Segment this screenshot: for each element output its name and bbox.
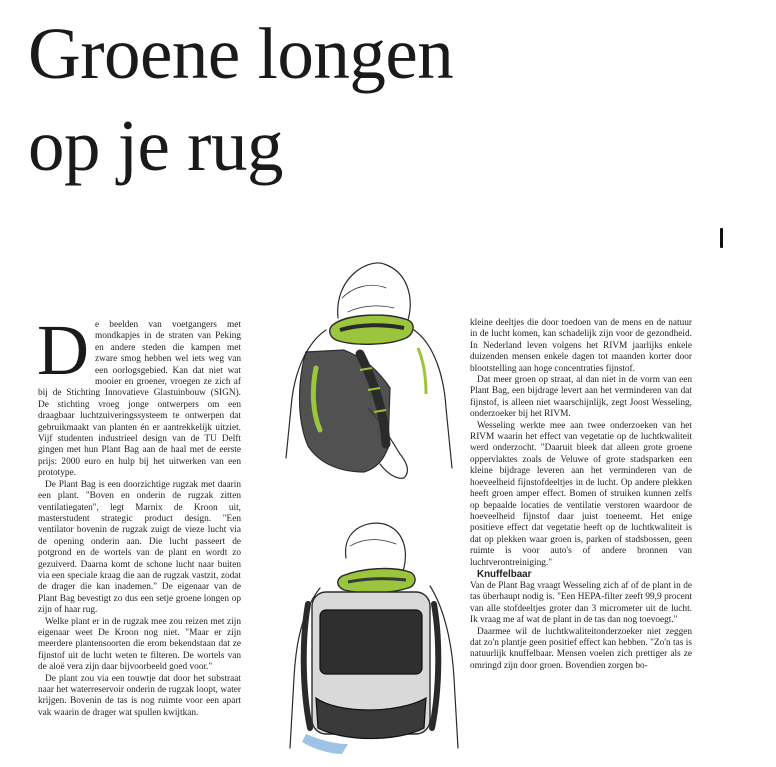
- article-column-left: [37, 310, 241, 719]
- paragraph: De Plant Bag is een doorzichtige rugzak met daarin een plant. "Boven en onderin de rugzak zitten ventilatiegaten", legt Marnix de Kroon uit, masterstudent strategic product design. "Een ventilator bovenin de rugzak zuigt de vieze lucht via de opening onderin aan. Die lucht passeert de potgrond en de wortels van de plant en wordt zo gezuiverd. Daarna komt de schone lucht naar buiten via een speciale kraag die aan de rugzak vastzit, zodat de drager die kan inademen." De eigenaar van de Plant Bag bevestigt zo dus een setje groene longen op zijn of haar rug.: [38, 479, 241, 616]
- intro-text: e beelden van voetgangers met mondkapjes in de straten van Peking en andere steden die kampen met zware smog hebben wel iets weg van een oorlogsgebied. Kan dat niet wat mooier en groener, vroegen ze zich af bij de Stichting Innovatieve Glastuinbouw (SIGN). De stichting vroeg jonge ontwerpers om een draagbaar luchtzuiveringssysteem te ontwerpen dat gebruikmaakt van planten én er aantrekkelijk uitziet. Vijf studenten industrieel design van de TU Delft gingen met hun Plant Bag aan de haal met de eerste prijs: 2000 euro en hulp bij het uitwerken van een prototype.: [38, 320, 241, 479]
- headline-line-2: op je rug: [28, 105, 283, 186]
- page-edge-mark: [720, 228, 723, 248]
- intro-paragraph: [37, 310, 241, 480]
- paragraph: Wesseling werkte mee aan twee onderzoeken van het RIVM waarin het effect van vegetatie op de luchtkwaliteit werd onderzocht. "Daaruit bleek dat alleen grote groene oppervlaktes zoals de Veluwe of grote stadsparken een kleine bijdrage leveren aan het verminderen van de hoeveelheid fijnstofdeeltjes in de lucht. Op andere plekken heeft groen amper effect. Bomen of struiken kunnen zelfs op bepaalde locaties de ventilatie verstoren waardoor de hoeveelheid fijnstof daar juist toeneemt. Het enige positieve effect dat vegetatie heeft op de luchtkwaliteit is dat op plekken waar groen is, parken of stadsbossen, geen ruimte is voor auto's of andere bronnen van luchtverontreiniging.": [470, 420, 692, 568]
- paragraph: kleine deeltjes die door toedoen van de mens en de natuur in de lucht komen, kan schadelijk zijn voor de gezondheid. In Nederland leven volgens het RIVM jaarlijks enkele duizenden mensen enkele dagen tot maanden korter door blootstelling aan hoge concentraties fijnstof.: [470, 318, 692, 374]
- side-light-stroke: [418, 348, 426, 394]
- plant-bag-illustration: [268, 258, 468, 758]
- paragraph: De plant zou via een touwtje dat door het substraat naar het waterreservoir onderin de rugzak loopt, water krijgen. Bovenin de tas is nog ruimte voor een apart vak waarin de drager wat spullen kwijtkan.: [38, 673, 241, 718]
- headline-line-1: Groene longen: [28, 13, 454, 94]
- paragraph: Dat meer groen op straat, al dan niet in de vorm van een Plant Bag, een bijdrage levert aan het verminderen van dat fijnstof, is alleen niet waarschijnlijk, zegt Joost Wesseling, onderzoeker bij het RIVM.: [470, 375, 692, 420]
- bag-window: [320, 610, 422, 674]
- blue-accent: [302, 734, 348, 754]
- figure-bottom-hair: [350, 540, 396, 546]
- paragraph: Daarmee wil de luchtkwaliteitonderzoeker niet zeggen dat zo'n plantje geen positief effect kan hebben. "Zo'n tas is natuurlijk knuffelbaar. Mensen voelen zich prettiger als ze omringd zijn door groen. Bovendien zorgen bo-: [470, 626, 692, 671]
- section-subhead: Knuffelbaar: [477, 568, 532, 580]
- paragraph: Van de Plant Bag vraagt Wesseling zich af of de plant in de tas überhaupt nodig is. "Een HEPA-filter zeeft 99,9 procent van alle stofdeeltjes groter dan 3 micrometer uit de lucht. Ik vraag me af wat de plant in de tas dan nog toevoegt.": [470, 580, 692, 626]
- paragraph: Welke plant er in de rugzak mee zou reizen met zijn eigenaar weet De Kroon nog niet. "Maar er zijn meerdere plantensoorten die erom bekendstaan dat ze fijnstof uit de lucht weten te filteren. De wortels van de aloë vera zijn daar bijvoorbeeld goed voor.": [38, 616, 241, 673]
- figure-top-hair: [342, 285, 394, 312]
- article-headline: [28, 8, 748, 192]
- drop-cap: D: [37, 310, 89, 390]
- article-column-right: [470, 318, 692, 672]
